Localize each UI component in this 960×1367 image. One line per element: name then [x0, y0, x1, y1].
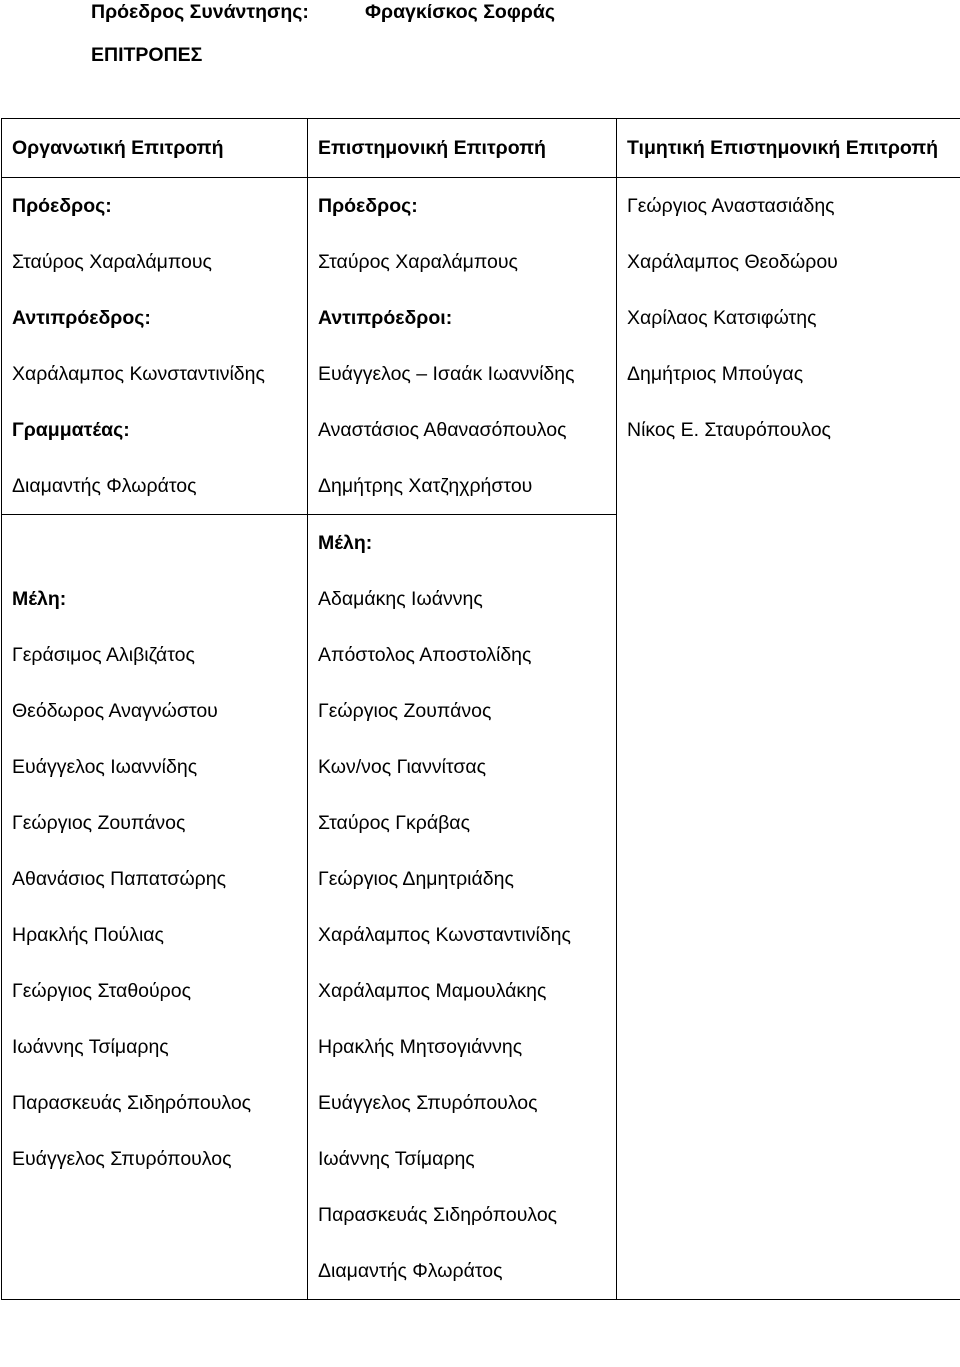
scientific-member: Χαράλαμπος Μαμουλάκης — [318, 980, 547, 1002]
organizing-member: Ευάγγελος Ιωαννίδης — [12, 756, 198, 778]
organizing-members-cell — [2, 515, 308, 1300]
scientific-vice-label: Αντιπρόεδροι: — [318, 307, 453, 329]
scientific-member: Διαμαντής Φλωράτος — [318, 1260, 503, 1282]
scientific-member: Γεώργιος Ζουπάνος — [318, 700, 492, 722]
committees-leadership-row — [2, 178, 960, 515]
scientific-vice: Δημήτρης Χατζηχρήστου — [318, 475, 533, 497]
scientific-member: Ιωάννης Τσίμαρης — [318, 1148, 475, 1170]
column-header-organizing: Οργανωτική Επιτροπή — [2, 119, 308, 178]
organizing-secretary: Διαμαντής Φλωράτος — [12, 475, 197, 497]
organizing-secretary-label: Γραμματέας: — [12, 419, 130, 441]
scientific-member: Απόστολος Αποστολίδης — [318, 644, 532, 666]
scientific-vice: Ευάγγελος – Ισαάκ Ιωαννίδης — [318, 363, 575, 385]
organizing-members-label: Μέλη: — [12, 588, 67, 610]
column-header-scientific: Επιστημονική Επιτροπή — [308, 119, 617, 178]
organizing-president-label: Πρόεδρος: — [12, 195, 112, 217]
scientific-member: Σταύρος Γκράβας — [318, 812, 470, 834]
meeting-president-label: Πρόεδρος Συνάντησης: — [91, 1, 309, 23]
organizing-member: Αθανάσιος Παπατσώρης — [12, 868, 227, 890]
scientific-president: Σταύρος Χαραλάμπους — [318, 251, 518, 273]
scientific-member: Ηρακλής Μητσογιάννης — [318, 1036, 523, 1058]
scientific-member: Χαράλαμπος Κωνσταντινίδης — [318, 924, 571, 946]
honorary-member: Χαρίλαος Κατσιφώτης — [627, 307, 817, 329]
organizing-member: Γεώργιος Σταθούρος — [12, 980, 192, 1002]
organizing-member: Γεράσιμος Αλιβιζάτος — [12, 644, 195, 666]
organizing-leadership-cell — [2, 178, 308, 515]
honorary-member: Γεώργιος Αναστασιάδης — [627, 195, 835, 217]
spacer — [12, 515, 307, 571]
scientific-president-label: Πρόεδρος: — [318, 195, 418, 217]
scientific-member: Κων/νος Γιαννίτσας — [318, 756, 487, 778]
organizing-member: Ηρακλής Πούλιας — [12, 924, 164, 946]
column-header-honorary: Τιμητική Επιστημονική Επιτροπή — [617, 119, 960, 178]
organizing-vice: Χαράλαμπος Κωνσταντινίδης — [12, 363, 265, 385]
scientific-vice: Αναστάσιος Αθανασόπουλος — [318, 419, 567, 441]
scientific-member: Παρασκευάς Σιδηρόπουλος — [318, 1204, 558, 1226]
scientific-member: Γεώργιος Δημητριάδης — [318, 868, 514, 890]
honorary-members-cell — [617, 178, 960, 1300]
scientific-members-label: Μέλη: — [318, 532, 373, 554]
organizing-vice-label: Αντιπρόεδρος: — [12, 307, 151, 329]
meeting-president-name: Φραγκίσκος Σοφράς — [365, 1, 555, 23]
organizing-member: Ιωάννης Τσίμαρης — [12, 1036, 169, 1058]
committees-title: ΕΠΙΤΡΟΠΕΣ — [91, 44, 203, 66]
honorary-member: Νίκος Ε. Σταυρόπουλος — [627, 419, 831, 441]
scientific-leadership-cell — [308, 178, 617, 515]
organizing-president: Σταύρος Χαραλάμπους — [12, 251, 212, 273]
organizing-member: Ευάγγελος Σπυρόπουλος — [12, 1148, 232, 1170]
organizing-member: Γεώργιος Ζουπάνος — [12, 812, 186, 834]
organizing-member: Θεόδωρος Αναγνώστου — [12, 700, 218, 722]
honorary-member: Δημήτριος Μπούγας — [627, 363, 804, 385]
organizing-member: Παρασκευάς Σιδηρόπουλος — [12, 1092, 252, 1114]
honorary-member: Χαράλαμπος Θεοδώρου — [627, 251, 838, 273]
committees-table — [1, 118, 960, 1300]
committees-header-row — [2, 119, 960, 178]
scientific-member: Ευάγγελος Σπυρόπουλος — [318, 1092, 538, 1114]
scientific-members-cell — [308, 515, 617, 1300]
scientific-member: Αδαμάκης Ιωάννης — [318, 588, 483, 610]
